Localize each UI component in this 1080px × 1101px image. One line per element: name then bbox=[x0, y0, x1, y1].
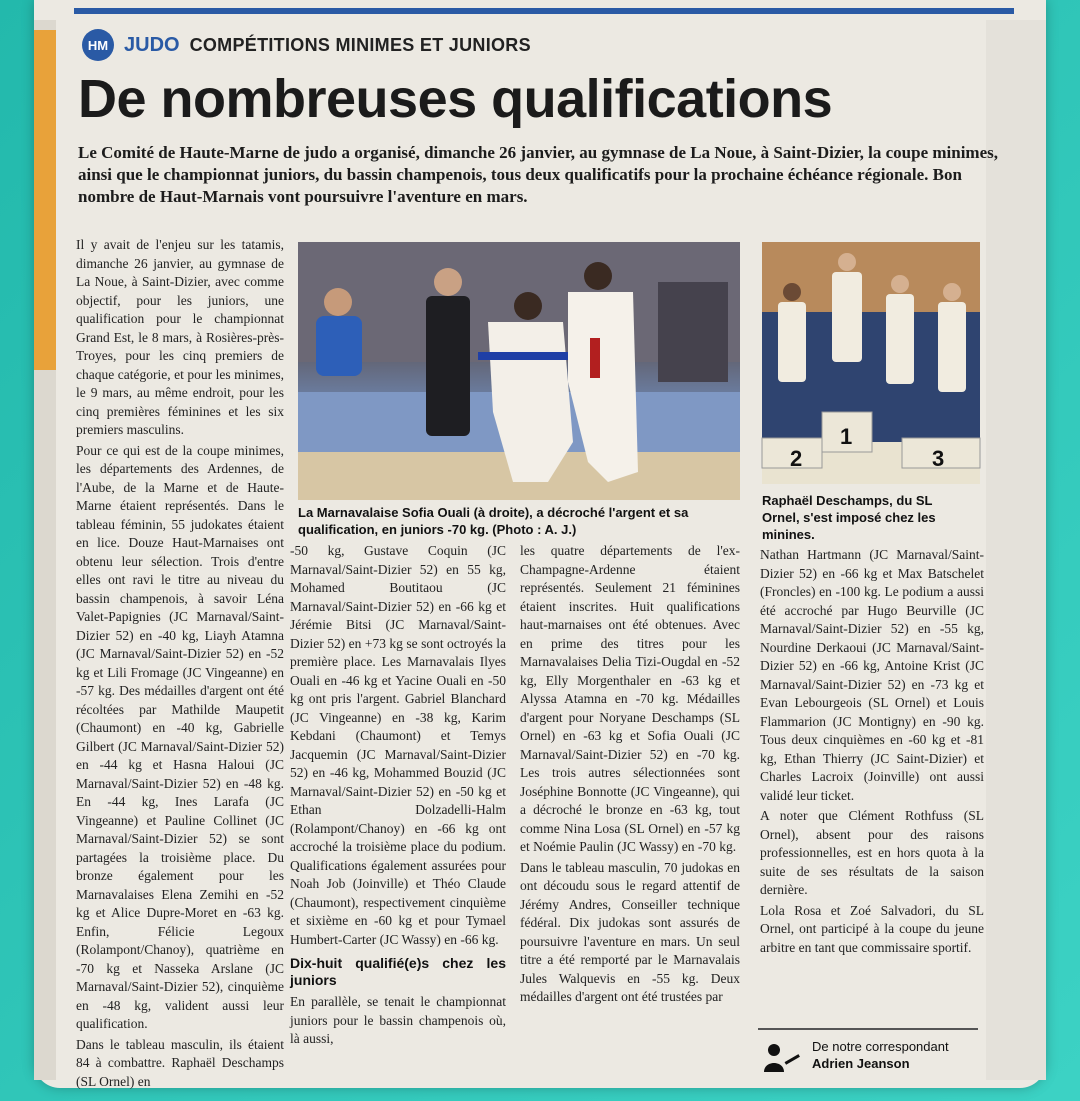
article-column-1 bbox=[76, 236, 284, 1089]
rubric-subtitle: COMPÉTITIONS MINIMES ET JUNIORS bbox=[189, 34, 531, 55]
article-column-2 bbox=[290, 542, 506, 1078]
lead-paragraph: Le Comité de Haute-Marne de judo a organisé, dimanche 26 janvier, au gymnase de La Noue, à Saint-Dizier, la coupe minimes, ainsi que le championnat juniors, du bassin champenois, tous deux qualificatifs pour la prochaine échéance régionale. Bon nombre de Haut-Marnais vont poursuivre l'aventure en mars. bbox=[78, 143, 999, 206]
podium-number-3: 3 bbox=[932, 446, 945, 471]
paragraph: Pour ce qui est de la coupe minimes, les départements des Ardennes, de l'Aube, de la Marne et de Haute-Marne étaient représentés. Dans le tableau féminin, 55 judokates étaient en lice. Douze Haut-Marnaises ont obtenu leur sélection. Trois d'entre elles ont ravi le titre au niveau du bassin champenois, à savoir Léna Valet-Papignies (JC Marnaval/Saint-Dizier 52) en -40 kg, Liayh Atamna (JC Marnaval/Saint-Dizier 52) en -52 kg et Lili Fromage (JC Vingeanne) en -57 kg. Des médailles d'argent ont été récoltées par Mathilde Maupetit (Chaumont) en -40 kg, Gabrielle Gilbert (JC Marnaval/Saint-Dizier 52) en -44 kg et Hasna Haloui (JC Marnaval/Saint-Dizier 52) en -48 kg. En -44 kg, Ines Larafa (JC Vingeanne) et Pauline Collinet (JC Marnaval/Saint-Dizier 52) se sont partagées la troisième place. Du bronze également pour les Marnavalaises Elena Zemihi en -52 kg et Alice Dupre-Moret en -63 kg. Enfin, Félicie Legoux (Rolampont/Chanoy), quatrième en -70 kg et Nasseka Arslane (JC Marnaval/Saint-Dizier 52), cinquième en -48 kg, valident aussi leur qualification. bbox=[76, 442, 284, 1031]
article-column-3 bbox=[520, 542, 740, 1078]
signature-rule bbox=[758, 1028, 978, 1030]
judo-match-illustration bbox=[298, 242, 740, 500]
signature-name: Adrien Jeanson bbox=[812, 1056, 910, 1071]
paragraph: Lola Rosa et Zoé Salvadori, du SL Ornel, ont participé à la coupe du jeune arbitre en tant que commissaire sportif. bbox=[760, 902, 984, 955]
paragraph: les quatre départements de l'ex-Champagne-Ardenne étaient représentés. Seulement 21 féminines étaient inscrites. Huit qualifications haut-marnaises ont été obtenues. Avec en prime des titres pour les Marnavalaises Delia Tizi-Ougdal en -52 kg, Elly Morgenthaler en -63 kg et Alyssa Atamna en -70 kg. Médailles d'argent pour Noryane Deschamps (SL Ornel) en -63 kg et Sofia Ouali (JC Marnaval/Saint-Dizier 52) en -70 kg. Les trois autres sélectionnées sont Joséphine Bonnotte (JC Vingeanne), qui a décroché le bronze en -63 kg, tout comme Nina Losa (SL Ornel) en -57 kg et Noémie Paulin (JC Wassy) en -70 kg. bbox=[520, 543, 740, 854]
section-rubric bbox=[82, 28, 531, 62]
paragraph: Dans le tableau masculin, 70 judokas en ont découdu sous le regard attentif de Jérémy Andres, Conseiller technique fédéral. Dix judokas sont assurés de poursuivre l'aventure en mars. Un seul titre a été remporté par le Marnavalais Jules Walquevis en -55 kg. Deux médailles d'argent ont été trustées par bbox=[520, 859, 740, 1004]
photo-caption-2: Raphaël Deschamps, du SL Ornel, s'est imposé chez les minines. bbox=[762, 493, 936, 542]
podium-number-2: 2 bbox=[790, 446, 803, 471]
subheading: Dix-huit qualifié(e)s chez les juniors bbox=[290, 955, 506, 988]
headline: De nombreuses qualifications bbox=[78, 69, 833, 129]
judo-logo-icon: HM bbox=[82, 29, 114, 61]
photo-caption-1: La Marnavalaise Sofia Ouali (à droite), a décroché l'argent et sa qualification, en juniors -70 kg. (Photo : A. J.) bbox=[298, 505, 689, 537]
judo-match-photo bbox=[298, 242, 740, 500]
adjacent-photo bbox=[34, 30, 56, 370]
paragraph: En parallèle, se tenait le championnat juniors pour le bassin champenois où, là aussi, bbox=[290, 994, 506, 1046]
podium-photo bbox=[762, 242, 980, 484]
rubric-tag: JUDO bbox=[124, 33, 180, 56]
paragraph: -50 kg, Gustave Coquin (JC Marnaval/Saint-Dizier 52) en 55 kg, Mohamed Boutitaou (JC Marnaval/Saint-Dizier 52) en -66 kg et Jérémie Bitsi (JC Marnaval/Saint-Dizier 52) en +73 kg se sont octroyés la première place. Les Marnavalais Ilyes Ouali en -46 kg et Yacine Ouali en -50 kg ont pris l'argent. Gabriel Blanchard (JC Vingeanne) en -38 kg, Karim Kebdani (Chaumont) et Temys Jacquemin (JC Marnaval/Saint-Dizier 52) en -46 kg, Mohammed Bouzid (JC Marnaval/Saint-Dizier 52) en -50 kg et Ethan Dolzadelli-Halm (Rolampont/Chanoy) en -66 kg ont accroché la troisième place du podium. Qualifications également assurées pour Noah Job (Joinville) et Théo Claude (Chaumont), respectivement cinquième et sixième en -60 kg et pour Tymael Humbert-Carter (JC Wassy) en -66 kg. bbox=[290, 543, 506, 947]
adjacent-article-left bbox=[34, 20, 56, 1080]
podium-number-1: 1 bbox=[840, 424, 853, 449]
article-column-4 bbox=[760, 546, 984, 1016]
paragraph: Nathan Hartmann (JC Marnaval/Saint-Dizier 52) en -66 kg et Max Batschelet (Froncles) en -100 kg. Le podium a aussi été accroché par Hugo Beurville (JC Marnaval/Saint-Dizier 52) en -55 kg, Nourdine Derkaoui (JC Marnaval/Saint-Dizier 52) en -66 kg, Antoine Krist (JC Marnaval/Saint-Dizier 52) en -73 kg et Evan Lebourgeois (SL Ornel) et Louis Flammarion (JC Montigny) en -90 kg. Tous deux cinquièmes en -60 kg et -81 kg, Ethan Thierry (JC Saint-Dizier) et Charles Lacroix (Joinville) ont aussi validé leur ticket. bbox=[760, 547, 984, 803]
podium-illustration bbox=[762, 242, 980, 484]
paragraph: Il y avait de l'enjeu sur les tatamis, dimanche 26 janvier, au gymnase de La Noue, à Saint-Dizier, avec comme objectif, pour les juniors, une qualification pour le championnat Grand Est, le 8 mars, à Rosières-près-Troyes, pour les cinq premiers de chaque catégorie, et pour les minimes, le 9 mars, au même endroit, pour les cinq premières féminines et les six premiers masculins. bbox=[76, 237, 284, 437]
top-rule bbox=[74, 8, 1014, 14]
author-signature bbox=[758, 1028, 978, 1072]
newspaper-page bbox=[34, 0, 1046, 1088]
paragraph: A noter que Clément Rothfuss (SL Ornel), absent pour des raisons professionnelles, est en hors quota à la suite de ses résultats de la saison dernière. bbox=[760, 808, 984, 897]
signature-label: De notre correspondant bbox=[812, 1039, 949, 1054]
correspondent-icon bbox=[762, 1042, 802, 1072]
paragraph: Dans le tableau masculin, ils étaient 84 à combattre. Raphaël Deschamps (SL Ornel) en bbox=[76, 1036, 284, 1089]
